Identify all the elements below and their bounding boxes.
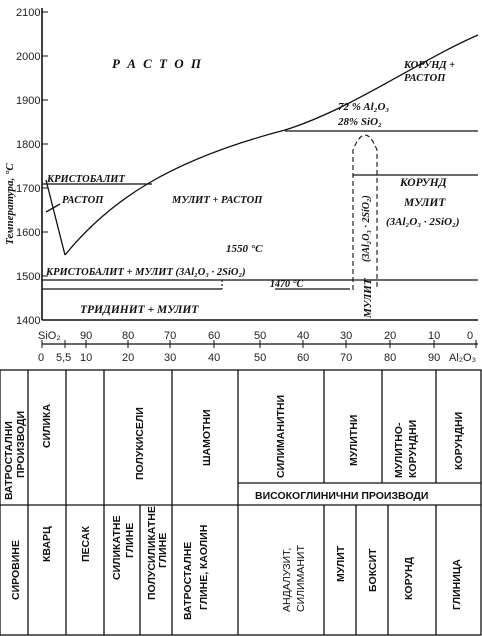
label-mullite-melt: МУЛИТ + РАСТОП (172, 195, 263, 206)
bottom-scale-0: 0 (38, 352, 45, 364)
bottom-scale-5-5: 5,5 (56, 352, 72, 364)
top-scale-70: 70 (164, 330, 177, 342)
label-composition-sio2: 28% SiO₂ (338, 116, 382, 128)
label-cristobalite-mullite: КРИСТОБАЛИТ + МУЛИТ (3Al₂O₃ · 2SiO₂) (46, 267, 246, 278)
raw-bauxite: БОКСИТ (367, 548, 379, 592)
y-tick-2000: 2000 (16, 51, 41, 63)
top-scale-80: 80 (122, 330, 135, 342)
y-tick-1800: 1800 (16, 139, 41, 151)
raw-refractory-clays-1: ВАТРОСТАЛНЕ (182, 541, 194, 620)
bottom-scale-80: 80 (384, 352, 397, 364)
bottom-scale-10: 10 (80, 352, 93, 364)
y-tick-1900: 1900 (16, 95, 41, 107)
bottom-scale-90: 90 (428, 352, 441, 364)
label-cristobalite-melt-2: РАСТОП (62, 195, 104, 206)
product-mullite-corundum-2: КОРУНДНИ (407, 419, 419, 478)
raw-silicate-clays-2: ГЛИНЕ (124, 522, 136, 558)
raw-mullite: МУЛИТ (335, 545, 347, 582)
raw-sand: ПЕСАК (80, 526, 92, 562)
label-melt: Р А С Т О П (112, 56, 203, 71)
label-composition-al2o3: 72 % Al₂O₃ (338, 101, 390, 113)
y-axis-tick-labels (16, 7, 40, 327)
raw-semi-silicate-clays-2: ГЛИНЕ (157, 532, 169, 568)
bottom-scale-60: 60 (297, 352, 310, 364)
row-header-refractory-products-1: ВАТРОСТАЛНИ (3, 421, 15, 500)
raw-silicate-clays-1: СИЛИКАТНЕ (111, 515, 123, 580)
raw-refractory-clays-2: ГЛИНЕ, КАОЛИН (198, 524, 210, 610)
table-text (3, 395, 465, 620)
label-mullite-formula-vertical: (3Al₂O₃ · 2SiO₂) (361, 195, 372, 262)
bottom-scale-40: 40 (208, 352, 221, 364)
top-scale-50: 50 (254, 330, 267, 342)
raw-andalusite-sillimanite-2: СИЛИМАНИТ (295, 545, 307, 612)
product-mullite: МУЛИТНИ (348, 414, 360, 466)
label-1550: 1550 °C (226, 243, 263, 255)
raw-corundum: КОРУНД (403, 556, 415, 600)
y-tick-1600: 1600 (16, 227, 41, 239)
label-mullite-formula-right: (3Al₂O₃ · 2SiO₂) (386, 216, 460, 228)
label-mullite-vertical: МУЛИТ (362, 278, 374, 318)
bottom-scale-20: 20 (122, 352, 135, 364)
product-semi-acid: ПОЛУКИСЕЛИ (134, 407, 146, 480)
y-tick-2100: 2100 (16, 7, 41, 19)
top-scale-10: 10 (428, 330, 441, 342)
high-alumina-products: ВИСОКОГЛИНИЧНИ ПРОИЗВОДИ (255, 490, 429, 502)
top-scale-20: 20 (384, 330, 397, 342)
raw-alumina: ГЛИНИЦА (451, 559, 463, 610)
bottom-scale (38, 352, 476, 364)
product-corundum: КОРУНДНИ (453, 411, 465, 470)
top-scale-90: 90 (80, 330, 93, 342)
composition-axis (42, 340, 478, 348)
row-header-raw-materials: СИРОВИНЕ (10, 540, 22, 600)
label-corundum-melt-2: РАСТОП (404, 73, 446, 84)
label-corundum-melt-1: КОРУНД + (404, 60, 456, 71)
label-mullite-right: МУЛИТ (404, 197, 446, 209)
label-corundum: КОРУНД (400, 177, 447, 189)
bottom-scale-30: 30 (164, 352, 177, 364)
y-axis-label: Температура, °C (4, 163, 16, 245)
top-scale (38, 330, 473, 342)
row-header-refractory-products-2: ПРОИЗВОДИ (15, 410, 27, 478)
bottom-scale-50: 50 (254, 352, 267, 364)
isotherm-lines (42, 131, 478, 289)
top-scale-30: 30 (340, 330, 353, 342)
bottom-scale-70: 70 (340, 352, 353, 364)
label-1470: 1470 °C (270, 279, 304, 290)
product-silica: СИЛИКА (41, 403, 53, 448)
y-tick-1500: 1500 (16, 271, 41, 283)
top-scale-0: 0 (467, 330, 474, 342)
label-tridymite-mullite: ТРИДИНИТ + МУЛИТ (80, 304, 199, 316)
product-sillimanite: СИЛИМАНИТНИ (275, 394, 287, 478)
bottom-scale-al2o3: Al₂O₃ (449, 352, 477, 364)
label-cristobalite-melt-1: КРИСТОБАЛИТ (47, 174, 125, 185)
top-scale-sio2: SiO₂ (38, 330, 61, 342)
raw-semi-silicate-clays-1: ПОЛУСИЛИКАТНЕ (146, 506, 158, 600)
raw-quartz: КВАРЦ (41, 526, 53, 562)
y-tick-1700: 1700 (16, 183, 41, 195)
product-mullite-corundum-1: МУЛИТНО- (393, 422, 405, 478)
top-scale-60: 60 (208, 330, 221, 342)
top-scale-40: 40 (297, 330, 310, 342)
raw-andalusite-sillimanite-1: АНДАЛУЗИТ, (281, 547, 293, 612)
y-tick-1400: 1400 (16, 315, 41, 327)
product-chamotte: ШАМОТНИ (201, 409, 213, 466)
